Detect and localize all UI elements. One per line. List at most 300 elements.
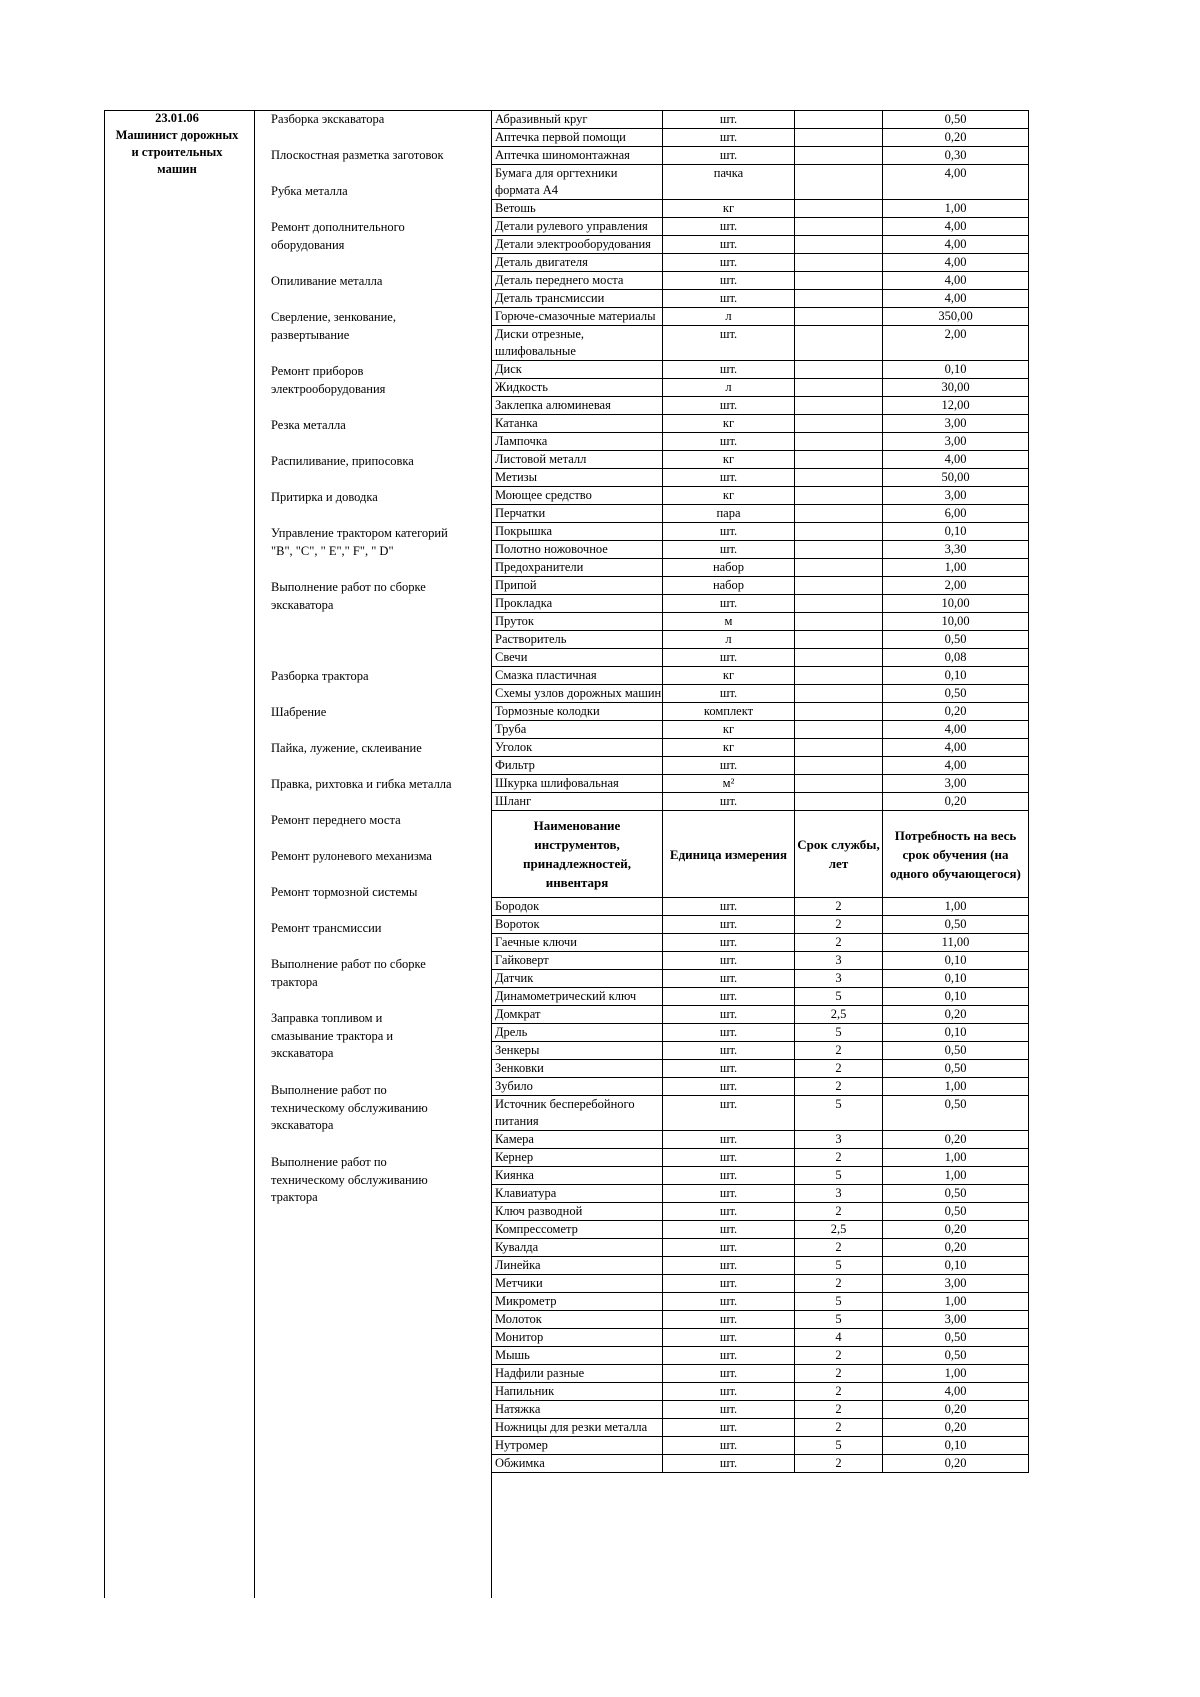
item-name: Гаечные ключи — [492, 934, 663, 952]
material-row — [492, 721, 1029, 739]
item-unit: шт. — [663, 1024, 795, 1042]
item-unit: шт. — [663, 898, 795, 916]
item-unit: кг — [663, 739, 795, 757]
item-name: Молоток — [492, 1311, 663, 1329]
work-item-line: экскаватора — [271, 1046, 334, 1060]
item-unit: шт. — [663, 290, 795, 308]
item-service-life — [795, 218, 883, 236]
material-row — [492, 200, 1029, 218]
work-item-line: оборудования — [271, 237, 345, 252]
work-item-line: Правка, рихтовка и гибка металла — [271, 777, 452, 791]
item-quantity: 0,10 — [883, 361, 1029, 379]
item-quantity: 1,00 — [883, 1078, 1029, 1096]
item-quantity: 0,20 — [883, 1239, 1029, 1257]
item-name: Датчик — [492, 970, 663, 988]
item-unit: шт. — [663, 1221, 795, 1239]
item-unit: шт. — [663, 793, 795, 811]
item-name: Домкрат — [492, 1006, 663, 1024]
item-name: Мышь — [492, 1347, 663, 1365]
work-item-line: Сверление, зенкование, — [271, 310, 396, 324]
item-unit: шт. — [663, 1096, 795, 1131]
item-name: Бородок — [492, 898, 663, 916]
item-quantity: 4,00 — [883, 757, 1029, 775]
work-item — [271, 920, 489, 938]
materials-table — [491, 110, 1029, 1473]
work-item — [271, 489, 489, 507]
item-name: Кувалда — [492, 1239, 663, 1257]
work-item — [271, 884, 489, 902]
work-item-line: смазывание трактора и — [271, 1028, 394, 1043]
item-name: Растворитель — [492, 631, 663, 649]
work-item-line: экскаватора — [271, 1118, 334, 1132]
item-quantity: 3,00 — [883, 433, 1029, 451]
header-life: Срок службы, лет — [795, 811, 883, 898]
tool-row — [492, 916, 1029, 934]
specialty-name-line: Машинист дорожных — [115, 128, 239, 142]
item-service-life: 2,5 — [795, 1006, 883, 1024]
item-quantity: 0,50 — [883, 1347, 1029, 1365]
item-service-life: 2,5 — [795, 1221, 883, 1239]
material-row — [492, 451, 1029, 469]
item-quantity: 4,00 — [883, 1383, 1029, 1401]
item-quantity: 3,30 — [883, 541, 1029, 559]
work-item — [271, 740, 489, 758]
work-item — [271, 776, 489, 794]
work-item — [271, 668, 489, 686]
item-name: Перчатки — [492, 505, 663, 523]
item-service-life — [795, 147, 883, 165]
work-item-line: Рубка металла — [271, 184, 348, 198]
item-name: Бумага для оргтехники формата А4 — [492, 165, 663, 200]
item-quantity: 4,00 — [883, 739, 1029, 757]
item-unit: шт. — [663, 326, 795, 361]
material-row — [492, 577, 1029, 595]
item-service-life: 5 — [795, 1257, 883, 1275]
item-quantity: 0,50 — [883, 1185, 1029, 1203]
item-name: Напильник — [492, 1383, 663, 1401]
item-service-life — [795, 165, 883, 200]
work-item-line: Ремонт приборов — [271, 364, 364, 378]
work-item — [271, 1154, 489, 1207]
item-service-life — [795, 775, 883, 793]
tool-row — [492, 1239, 1029, 1257]
material-row — [492, 469, 1029, 487]
item-service-life — [795, 649, 883, 667]
tool-row — [492, 1131, 1029, 1149]
work-item — [271, 579, 489, 614]
tool-row — [492, 1401, 1029, 1419]
work-item — [271, 1082, 489, 1135]
item-unit: шт. — [663, 1383, 795, 1401]
item-service-life — [795, 613, 883, 631]
item-service-life: 5 — [795, 1167, 883, 1185]
item-service-life — [795, 290, 883, 308]
tool-row — [492, 1329, 1029, 1347]
item-quantity: 0,50 — [883, 1042, 1029, 1060]
tool-row — [492, 1293, 1029, 1311]
item-unit: л — [663, 379, 795, 397]
item-quantity: 1,00 — [883, 1293, 1029, 1311]
item-name: Аптечка первой помощи — [492, 129, 663, 147]
tool-row — [492, 1383, 1029, 1401]
item-unit: шт. — [663, 757, 795, 775]
item-name: Прокладка — [492, 595, 663, 613]
item-unit: шт. — [663, 1167, 795, 1185]
item-service-life — [795, 200, 883, 218]
material-row — [492, 272, 1029, 290]
item-unit: шт. — [663, 1437, 795, 1455]
item-quantity: 6,00 — [883, 505, 1029, 523]
item-service-life: 2 — [795, 934, 883, 952]
item-name: Горюче-смазочные материалы — [492, 308, 663, 326]
item-name: Полотно ножовочное — [492, 541, 663, 559]
item-service-life: 5 — [795, 988, 883, 1006]
item-unit: кг — [663, 487, 795, 505]
item-service-life — [795, 595, 883, 613]
item-quantity: 1,00 — [883, 1365, 1029, 1383]
work-item — [271, 956, 489, 991]
work-item-line: Заправка топливом и — [271, 1011, 383, 1025]
item-service-life — [795, 793, 883, 811]
item-service-life — [795, 559, 883, 577]
item-quantity: 11,00 — [883, 934, 1029, 952]
material-row — [492, 505, 1029, 523]
item-service-life: 5 — [795, 1024, 883, 1042]
item-service-life — [795, 236, 883, 254]
item-unit: кг — [663, 451, 795, 469]
item-unit: шт. — [663, 147, 795, 165]
item-name: Аптечка шиномонтажная — [492, 147, 663, 165]
tool-row — [492, 1078, 1029, 1096]
item-quantity: 0,50 — [883, 685, 1029, 703]
item-name: Уголок — [492, 739, 663, 757]
work-item-line: Ремонт переднего моста — [271, 813, 401, 827]
table-border-left — [104, 110, 105, 1598]
specialty-cell — [107, 110, 247, 178]
item-unit: пара — [663, 505, 795, 523]
item-name: Киянка — [492, 1167, 663, 1185]
work-item-line: Разборка экскаватора — [271, 112, 385, 126]
material-row — [492, 147, 1029, 165]
item-quantity: 4,00 — [883, 236, 1029, 254]
item-name: Труба — [492, 721, 663, 739]
item-service-life — [795, 739, 883, 757]
item-unit: шт. — [663, 1311, 795, 1329]
material-row — [492, 523, 1029, 541]
tool-row — [492, 1275, 1029, 1293]
work-item — [271, 848, 489, 866]
item-quantity: 0,50 — [883, 1096, 1029, 1131]
item-unit: шт. — [663, 129, 795, 147]
item-unit: комплект — [663, 703, 795, 721]
work-item-line: "В", "С", " Е"," F", " D" — [271, 543, 394, 558]
material-row — [492, 218, 1029, 236]
item-service-life: 3 — [795, 1131, 883, 1149]
item-quantity: 10,00 — [883, 613, 1029, 631]
item-unit: кг — [663, 721, 795, 739]
work-item — [271, 417, 489, 435]
work-item-line: Плоскостная разметка заготовок — [271, 148, 444, 162]
item-unit: шт. — [663, 1078, 795, 1096]
tool-row — [492, 1437, 1029, 1455]
item-service-life — [795, 667, 883, 685]
item-unit: шт. — [663, 254, 795, 272]
specialty-code: 23.01.06 — [155, 111, 199, 125]
material-row — [492, 397, 1029, 415]
material-row — [492, 129, 1029, 147]
item-service-life — [795, 523, 883, 541]
item-name: Предохранители — [492, 559, 663, 577]
item-quantity: 0,20 — [883, 1455, 1029, 1473]
item-name: Монитор — [492, 1329, 663, 1347]
item-quantity: 30,00 — [883, 379, 1029, 397]
tool-row — [492, 1455, 1029, 1473]
tool-row — [492, 1167, 1029, 1185]
item-unit: л — [663, 631, 795, 649]
item-name: Метизы — [492, 469, 663, 487]
item-quantity: 0,20 — [883, 793, 1029, 811]
item-unit: шт. — [663, 1347, 795, 1365]
tool-row — [492, 952, 1029, 970]
work-item — [271, 1010, 489, 1063]
work-item-line: трактора — [271, 1190, 318, 1204]
item-quantity: 4,00 — [883, 218, 1029, 236]
work-item — [271, 812, 489, 830]
item-name: Ветошь — [492, 200, 663, 218]
work-item-line: электрооборудования — [271, 381, 386, 396]
work-item-line: Ремонт дополнительного — [271, 220, 405, 234]
item-service-life — [795, 433, 883, 451]
item-unit: шт. — [663, 952, 795, 970]
work-item-line: техническому обслуживанию — [271, 1100, 428, 1115]
work-item-line: Шабрение — [271, 705, 327, 719]
item-unit: набор — [663, 559, 795, 577]
item-service-life — [795, 111, 883, 129]
item-quantity: 350,00 — [883, 308, 1029, 326]
item-unit: шт. — [663, 433, 795, 451]
item-name: Компрессометр — [492, 1221, 663, 1239]
item-quantity: 4,00 — [883, 165, 1029, 200]
item-quantity: 0,10 — [883, 523, 1029, 541]
item-service-life: 2 — [795, 1275, 883, 1293]
item-name: Шкурка шлифовальная — [492, 775, 663, 793]
material-row — [492, 379, 1029, 397]
specialty-name-line: машин — [157, 162, 197, 176]
item-name: Обжимка — [492, 1455, 663, 1473]
work-item-line: Выполнение работ по — [271, 1155, 387, 1169]
item-quantity: 4,00 — [883, 721, 1029, 739]
item-name: Нутромер — [492, 1437, 663, 1455]
work-item-line: Ремонт трансмиссии — [271, 921, 382, 935]
item-unit: кг — [663, 200, 795, 218]
tool-row — [492, 1221, 1029, 1239]
item-unit: шт. — [663, 1149, 795, 1167]
item-quantity: 0,10 — [883, 1024, 1029, 1042]
item-service-life — [795, 451, 883, 469]
work-item — [271, 147, 489, 165]
item-unit: шт. — [663, 272, 795, 290]
item-quantity: 0,50 — [883, 1329, 1029, 1347]
item-unit: шт. — [663, 1042, 795, 1060]
item-unit: шт. — [663, 236, 795, 254]
item-unit: шт. — [663, 1329, 795, 1347]
item-quantity: 0,10 — [883, 1437, 1029, 1455]
material-row — [492, 775, 1029, 793]
item-name: Свечи — [492, 649, 663, 667]
item-unit: шт. — [663, 916, 795, 934]
work-item-line: Ремонт рулоневого механизма — [271, 849, 432, 863]
item-unit: шт. — [663, 649, 795, 667]
item-quantity: 0,08 — [883, 649, 1029, 667]
work-item-line: трактора — [271, 974, 318, 989]
item-name: Схемы узлов дорожных машин — [492, 685, 663, 703]
item-name: Пруток — [492, 613, 663, 631]
work-item — [271, 111, 489, 129]
item-service-life: 2 — [795, 1239, 883, 1257]
tool-row — [492, 898, 1029, 916]
item-unit: шт. — [663, 1401, 795, 1419]
work-item — [271, 309, 489, 344]
item-name: Деталь переднего моста — [492, 272, 663, 290]
material-row — [492, 433, 1029, 451]
tool-row — [492, 1257, 1029, 1275]
item-name: Катанка — [492, 415, 663, 433]
item-service-life — [795, 308, 883, 326]
item-quantity: 4,00 — [883, 451, 1029, 469]
item-service-life — [795, 361, 883, 379]
item-service-life — [795, 757, 883, 775]
item-name: Источник бесперебойного питания — [492, 1096, 663, 1131]
item-name: Дрель — [492, 1024, 663, 1042]
item-quantity: 0,50 — [883, 916, 1029, 934]
material-row — [492, 541, 1029, 559]
item-unit: кг — [663, 415, 795, 433]
item-quantity: 0,20 — [883, 129, 1029, 147]
work-item-line: экскаватора — [271, 597, 334, 612]
material-row — [492, 487, 1029, 505]
work-item — [271, 183, 489, 201]
item-unit: шт. — [663, 1203, 795, 1221]
item-name: Надфили разные — [492, 1365, 663, 1383]
item-name: Деталь трансмиссии — [492, 290, 663, 308]
item-service-life: 3 — [795, 1185, 883, 1203]
item-name: Шланг — [492, 793, 663, 811]
item-name: Жидкость — [492, 379, 663, 397]
material-row — [492, 739, 1029, 757]
item-service-life — [795, 685, 883, 703]
header-unit: Единица измерения — [663, 811, 795, 898]
item-name: Детали рулевого управления — [492, 218, 663, 236]
item-quantity: 12,00 — [883, 397, 1029, 415]
item-quantity: 1,00 — [883, 898, 1029, 916]
item-unit: шт. — [663, 1257, 795, 1275]
item-name: Тормозные колодки — [492, 703, 663, 721]
item-name: Ключ разводной — [492, 1203, 663, 1221]
item-unit: шт. — [663, 469, 795, 487]
tool-row — [492, 1042, 1029, 1060]
material-row — [492, 559, 1029, 577]
item-service-life: 2 — [795, 916, 883, 934]
item-unit: шт. — [663, 1185, 795, 1203]
item-service-life — [795, 379, 883, 397]
item-quantity: 0,50 — [883, 1060, 1029, 1078]
item-service-life: 2 — [795, 1078, 883, 1096]
item-service-life: 2 — [795, 1347, 883, 1365]
work-item-line: Пайка, лужение, склеивание — [271, 741, 422, 755]
item-service-life: 2 — [795, 1419, 883, 1437]
item-name: Зенковки — [492, 1060, 663, 1078]
material-row — [492, 685, 1029, 703]
item-quantity: 0,10 — [883, 988, 1029, 1006]
item-name: Линейка — [492, 1257, 663, 1275]
item-service-life: 2 — [795, 1042, 883, 1060]
item-name: Динамометрический ключ — [492, 988, 663, 1006]
item-quantity: 0,20 — [883, 1401, 1029, 1419]
tool-row — [492, 1419, 1029, 1437]
item-name: Зенкеры — [492, 1042, 663, 1060]
work-item — [271, 219, 489, 254]
item-unit: шт. — [663, 595, 795, 613]
material-row — [492, 613, 1029, 631]
item-unit: шт. — [663, 934, 795, 952]
item-unit: набор — [663, 577, 795, 595]
item-quantity: 1,00 — [883, 1167, 1029, 1185]
item-quantity: 2,00 — [883, 577, 1029, 595]
item-service-life: 5 — [795, 1293, 883, 1311]
item-unit: шт. — [663, 1365, 795, 1383]
item-unit: шт. — [663, 1455, 795, 1473]
item-quantity: 0,50 — [883, 1203, 1029, 1221]
item-unit: шт. — [663, 218, 795, 236]
item-name: Фильтр — [492, 757, 663, 775]
material-row — [492, 793, 1029, 811]
item-name: Покрышка — [492, 523, 663, 541]
item-service-life: 2 — [795, 898, 883, 916]
item-service-life: 2 — [795, 1455, 883, 1473]
work-item-line: Управление трактором категорий — [271, 526, 448, 540]
item-name: Заклепка алюминевая — [492, 397, 663, 415]
item-quantity: 0,10 — [883, 970, 1029, 988]
tool-row — [492, 970, 1029, 988]
item-quantity: 0,10 — [883, 667, 1029, 685]
item-unit: шт. — [663, 1060, 795, 1078]
tool-row — [492, 1149, 1029, 1167]
item-quantity: 1,00 — [883, 200, 1029, 218]
item-service-life — [795, 577, 883, 595]
item-service-life — [795, 703, 883, 721]
item-service-life — [795, 721, 883, 739]
item-quantity: 3,00 — [883, 487, 1029, 505]
item-unit: шт. — [663, 988, 795, 1006]
work-item-line: Выполнение работ по — [271, 1083, 387, 1097]
item-quantity: 0,20 — [883, 1419, 1029, 1437]
item-unit: шт. — [663, 523, 795, 541]
item-quantity: 1,00 — [883, 559, 1029, 577]
item-service-life: 2 — [795, 1149, 883, 1167]
tool-row — [492, 1347, 1029, 1365]
column-divider-code — [254, 110, 255, 1598]
work-item-line: Притирка и доводка — [271, 490, 378, 504]
item-service-life — [795, 487, 883, 505]
work-item-line: Выполнение работ по сборке — [271, 580, 426, 594]
work-item-line: развертывание — [271, 327, 350, 342]
material-row — [492, 757, 1029, 775]
item-name: Диск — [492, 361, 663, 379]
item-quantity: 0,20 — [883, 703, 1029, 721]
item-name: Смазка пластичная — [492, 667, 663, 685]
item-name: Клавиатура — [492, 1185, 663, 1203]
item-quantity: 0,50 — [883, 111, 1029, 129]
